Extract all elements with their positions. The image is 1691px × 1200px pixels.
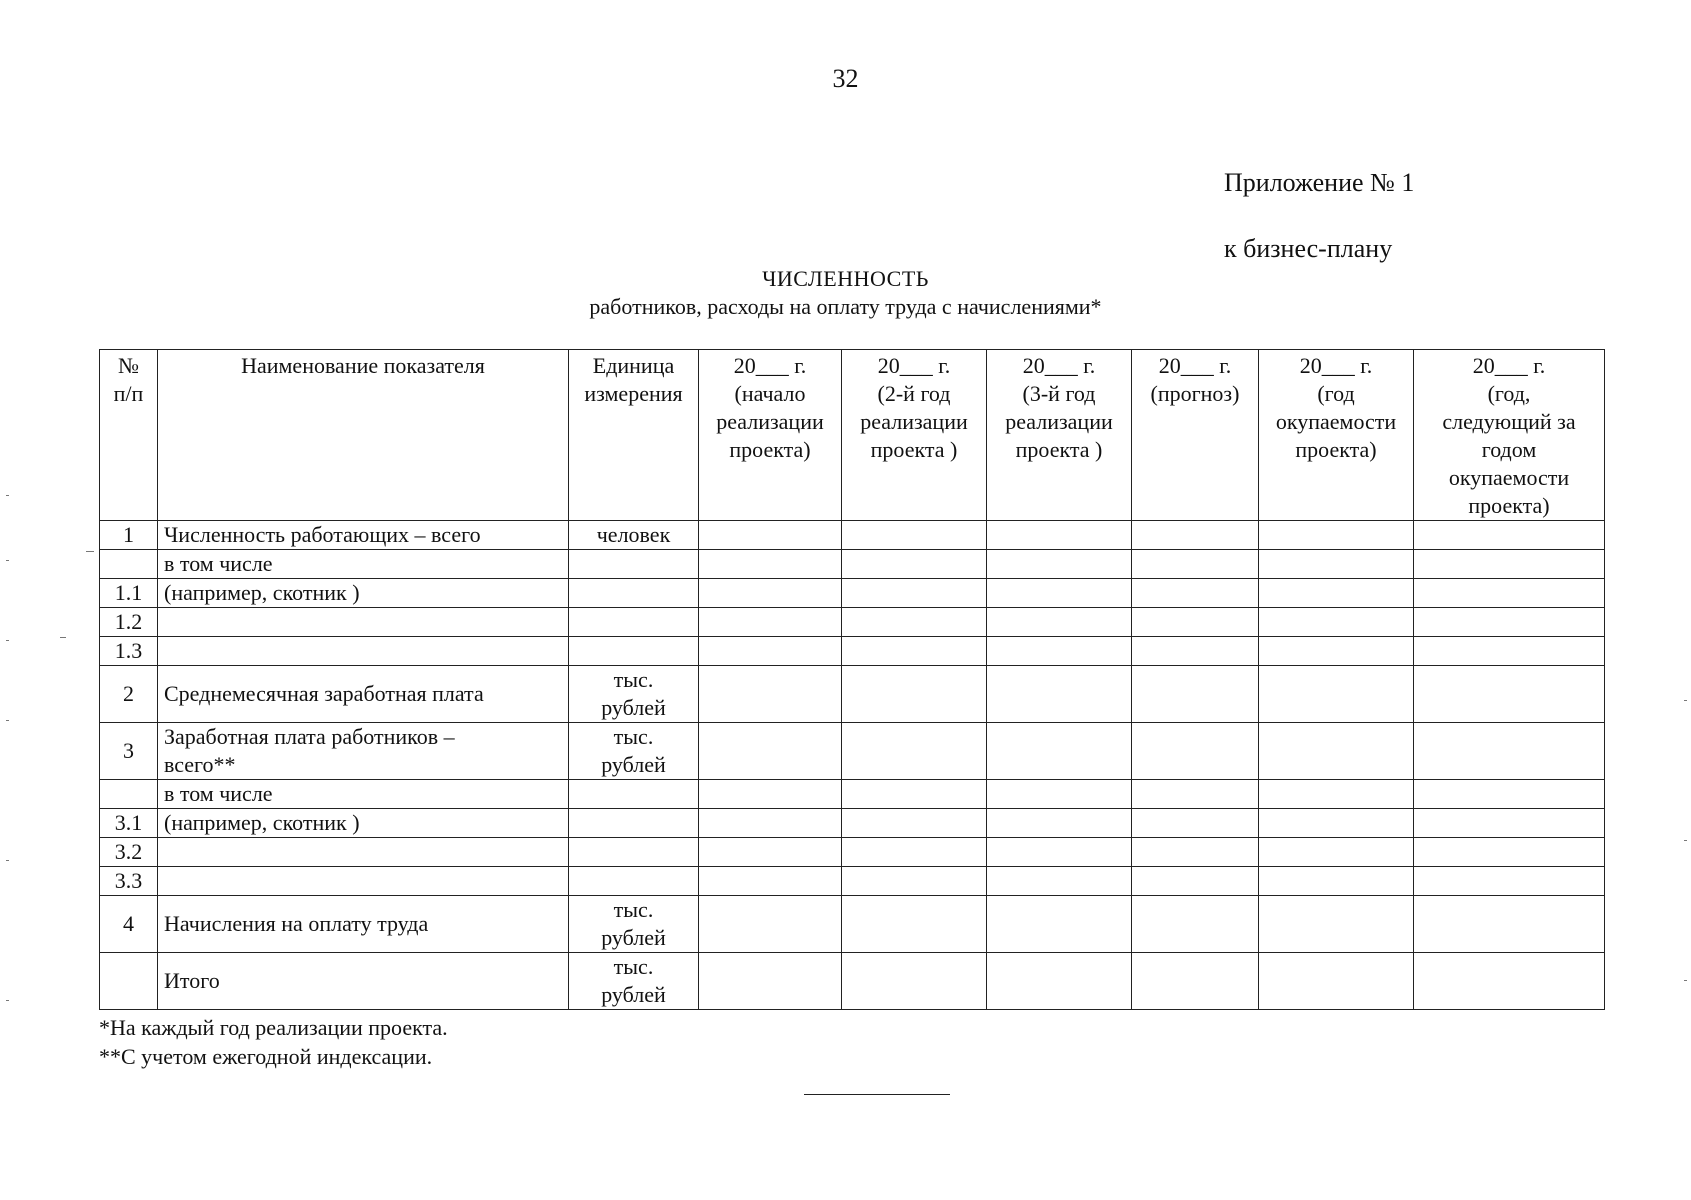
year-value-cell[interactable] [842, 521, 987, 550]
row-number [100, 550, 158, 579]
header-cell: 20___ г. (3-й год реализации проекта ) [987, 350, 1132, 521]
indicator-name [158, 637, 569, 666]
year-value-cell[interactable] [1132, 637, 1259, 666]
table-body [100, 521, 1605, 1010]
table-row [100, 838, 1605, 867]
year-value-cell[interactable] [987, 953, 1132, 1010]
year-value-cell[interactable] [699, 666, 842, 723]
margin-mark [6, 1000, 9, 1001]
year-value-cell[interactable] [1259, 637, 1414, 666]
year-value-cell[interactable] [987, 896, 1132, 953]
year-value-cell[interactable] [842, 550, 987, 579]
year-value-cell[interactable] [987, 550, 1132, 579]
year-value-cell[interactable] [1259, 896, 1414, 953]
year-value-cell[interactable] [699, 723, 842, 780]
table-row [100, 723, 1605, 780]
year-value-cell[interactable] [1259, 521, 1414, 550]
year-value-cell[interactable] [987, 723, 1132, 780]
row-number: 1.3 [100, 637, 158, 666]
header-cell: № п/п [100, 350, 158, 521]
year-value-cell[interactable] [1132, 953, 1259, 1010]
margin-mark [1684, 700, 1687, 701]
table-row [100, 579, 1605, 608]
table-row [100, 896, 1605, 953]
header-cell: 20___ г. (2-й год реализации проекта ) [842, 350, 987, 521]
appendix-label: Приложение № 1 [1224, 168, 1415, 197]
margin-mark [1684, 980, 1687, 981]
year-value-cell[interactable] [842, 809, 987, 838]
margin-mark [6, 495, 9, 496]
year-value-cell[interactable] [1259, 838, 1414, 867]
unit-of-measure: тыс. рублей [569, 666, 699, 723]
year-value-cell[interactable] [987, 809, 1132, 838]
year-value-cell[interactable] [842, 780, 987, 809]
indicator-name [158, 608, 569, 637]
header-cell: Единица измерения [569, 350, 699, 521]
year-value-cell[interactable] [699, 809, 842, 838]
year-value-cell[interactable] [1259, 809, 1414, 838]
unit-of-measure [569, 838, 699, 867]
year-value-cell[interactable] [1259, 666, 1414, 723]
row-number: 4 [100, 896, 158, 953]
table-row [100, 780, 1605, 809]
table-row [100, 608, 1605, 637]
year-value-cell[interactable] [1259, 608, 1414, 637]
margin-mark [6, 720, 9, 721]
footnote-1: *На каждый год реализации проекта. [99, 1015, 448, 1040]
unit-of-measure [569, 608, 699, 637]
year-value-cell[interactable] [1414, 637, 1605, 666]
year-value-cell[interactable] [987, 780, 1132, 809]
year-value-cell[interactable] [1132, 780, 1259, 809]
year-value-cell[interactable] [699, 521, 842, 550]
unit-of-measure: человек [569, 521, 699, 550]
year-value-cell[interactable] [1414, 896, 1605, 953]
table-row [100, 867, 1605, 896]
year-value-cell[interactable] [699, 780, 842, 809]
year-value-cell[interactable] [842, 838, 987, 867]
year-value-cell[interactable] [842, 867, 987, 896]
year-value-cell[interactable] [987, 867, 1132, 896]
year-value-cell[interactable] [842, 666, 987, 723]
year-value-cell[interactable] [987, 608, 1132, 637]
year-value-cell[interactable] [842, 896, 987, 953]
indicator-name: (например, скотник ) [158, 809, 569, 838]
indicator-name: Численность работающих – всего [158, 521, 569, 550]
year-value-cell[interactable] [1414, 521, 1605, 550]
unit-of-measure [569, 550, 699, 579]
margin-mark [6, 860, 9, 861]
year-value-cell[interactable] [842, 579, 987, 608]
year-value-cell[interactable] [1132, 550, 1259, 579]
table-row [100, 521, 1605, 550]
year-value-cell[interactable] [699, 637, 842, 666]
footnotes [99, 1013, 448, 1071]
indicator-name: Среднемесячная заработная плата [158, 666, 569, 723]
unit-of-measure [569, 579, 699, 608]
year-value-cell[interactable] [1132, 608, 1259, 637]
year-value-cell[interactable] [699, 867, 842, 896]
year-value-cell[interactable] [842, 637, 987, 666]
year-value-cell[interactable] [987, 838, 1132, 867]
year-value-cell[interactable] [1259, 780, 1414, 809]
margin-mark [1684, 840, 1687, 841]
header-cell: 20___ г. (начало реализации проекта) [699, 350, 842, 521]
unit-of-measure: тыс. рублей [569, 723, 699, 780]
unit-of-measure: тыс. рублей [569, 953, 699, 1010]
unit-of-measure: тыс. рублей [569, 896, 699, 953]
staffing-table [99, 349, 1605, 1010]
year-value-cell[interactable] [842, 953, 987, 1010]
row-number: 1.1 [100, 579, 158, 608]
year-value-cell[interactable] [1132, 723, 1259, 780]
row-number: 3.2 [100, 838, 158, 867]
row-number: 3 [100, 723, 158, 780]
indicator-name: Заработная плата работников – всего** [158, 723, 569, 780]
document-subtitle: работников, расходы на оплату труда с начислениями* [589, 294, 1102, 319]
row-number [100, 953, 158, 1010]
row-number: 2 [100, 666, 158, 723]
year-value-cell[interactable] [1259, 579, 1414, 608]
document-title: ЧИСЛЕННОСТЬ [762, 266, 929, 291]
unit-of-measure [569, 809, 699, 838]
year-value-cell[interactable] [1414, 867, 1605, 896]
year-value-cell[interactable] [1414, 838, 1605, 867]
year-value-cell[interactable] [1132, 867, 1259, 896]
year-value-cell[interactable] [987, 637, 1132, 666]
year-value-cell[interactable] [1414, 608, 1605, 637]
indicator-name: Итого [158, 953, 569, 1010]
year-value-cell[interactable] [699, 896, 842, 953]
indicator-name: (например, скотник ) [158, 579, 569, 608]
indicator-name: в том числе [158, 780, 569, 809]
table-row [100, 550, 1605, 579]
year-value-cell[interactable] [987, 579, 1132, 608]
header-cell: 20___ г. (прогноз) [1132, 350, 1259, 521]
unit-of-measure [569, 780, 699, 809]
year-value-cell[interactable] [1132, 666, 1259, 723]
header-row [100, 350, 1605, 521]
year-value-cell[interactable] [1414, 579, 1605, 608]
row-number: 1 [100, 521, 158, 550]
year-value-cell[interactable] [1259, 953, 1414, 1010]
indicator-name [158, 838, 569, 867]
year-value-cell[interactable] [699, 579, 842, 608]
header-cell: 20___ г. (год, следующий за годом окупаемости проекта) [1414, 350, 1605, 521]
appendix-subtitle: к бизнес-плану [1224, 234, 1393, 263]
margin-mark [6, 640, 9, 641]
year-value-cell[interactable] [1132, 896, 1259, 953]
table-row [100, 637, 1605, 666]
table-row [100, 809, 1605, 838]
row-number: 1.2 [100, 608, 158, 637]
year-value-cell[interactable] [1259, 723, 1414, 780]
unit-of-measure [569, 637, 699, 666]
year-value-cell[interactable] [699, 838, 842, 867]
margin-mark [86, 551, 94, 552]
indicator-name [158, 867, 569, 896]
year-value-cell[interactable] [1132, 809, 1259, 838]
year-value-cell[interactable] [1414, 723, 1605, 780]
row-number: 3.1 [100, 809, 158, 838]
year-value-cell[interactable] [1259, 550, 1414, 579]
year-value-cell[interactable] [842, 608, 987, 637]
table-row [100, 953, 1605, 1010]
year-value-cell[interactable] [1414, 780, 1605, 809]
year-value-cell[interactable] [1414, 953, 1605, 1010]
footnote-2: **С учетом ежегодной индексации. [99, 1044, 433, 1069]
indicator-name: Начисления на оплату труда [158, 896, 569, 953]
header-cell: 20___ г. (год окупаемости проекта) [1259, 350, 1414, 521]
header-cell: Наименование показателя [158, 350, 569, 521]
year-value-cell[interactable] [699, 608, 842, 637]
year-value-cell[interactable] [1414, 550, 1605, 579]
margin-mark [6, 560, 9, 561]
year-value-cell[interactable] [1132, 838, 1259, 867]
year-value-cell[interactable] [699, 953, 842, 1010]
year-value-cell[interactable] [987, 521, 1132, 550]
row-number: 3.3 [100, 867, 158, 896]
margin-mark [60, 637, 66, 638]
table-row [100, 666, 1605, 723]
year-value-cell[interactable] [1414, 809, 1605, 838]
year-value-cell[interactable] [987, 666, 1132, 723]
year-value-cell[interactable] [699, 550, 842, 579]
row-number [100, 780, 158, 809]
year-value-cell[interactable] [1259, 867, 1414, 896]
unit-of-measure [569, 867, 699, 896]
bottom-rule [804, 1094, 950, 1095]
indicator-name: в том числе [158, 550, 569, 579]
year-value-cell[interactable] [1132, 579, 1259, 608]
year-value-cell[interactable] [1414, 666, 1605, 723]
year-value-cell[interactable] [842, 723, 987, 780]
year-value-cell[interactable] [1132, 521, 1259, 550]
page-number: 32 [832, 64, 859, 93]
